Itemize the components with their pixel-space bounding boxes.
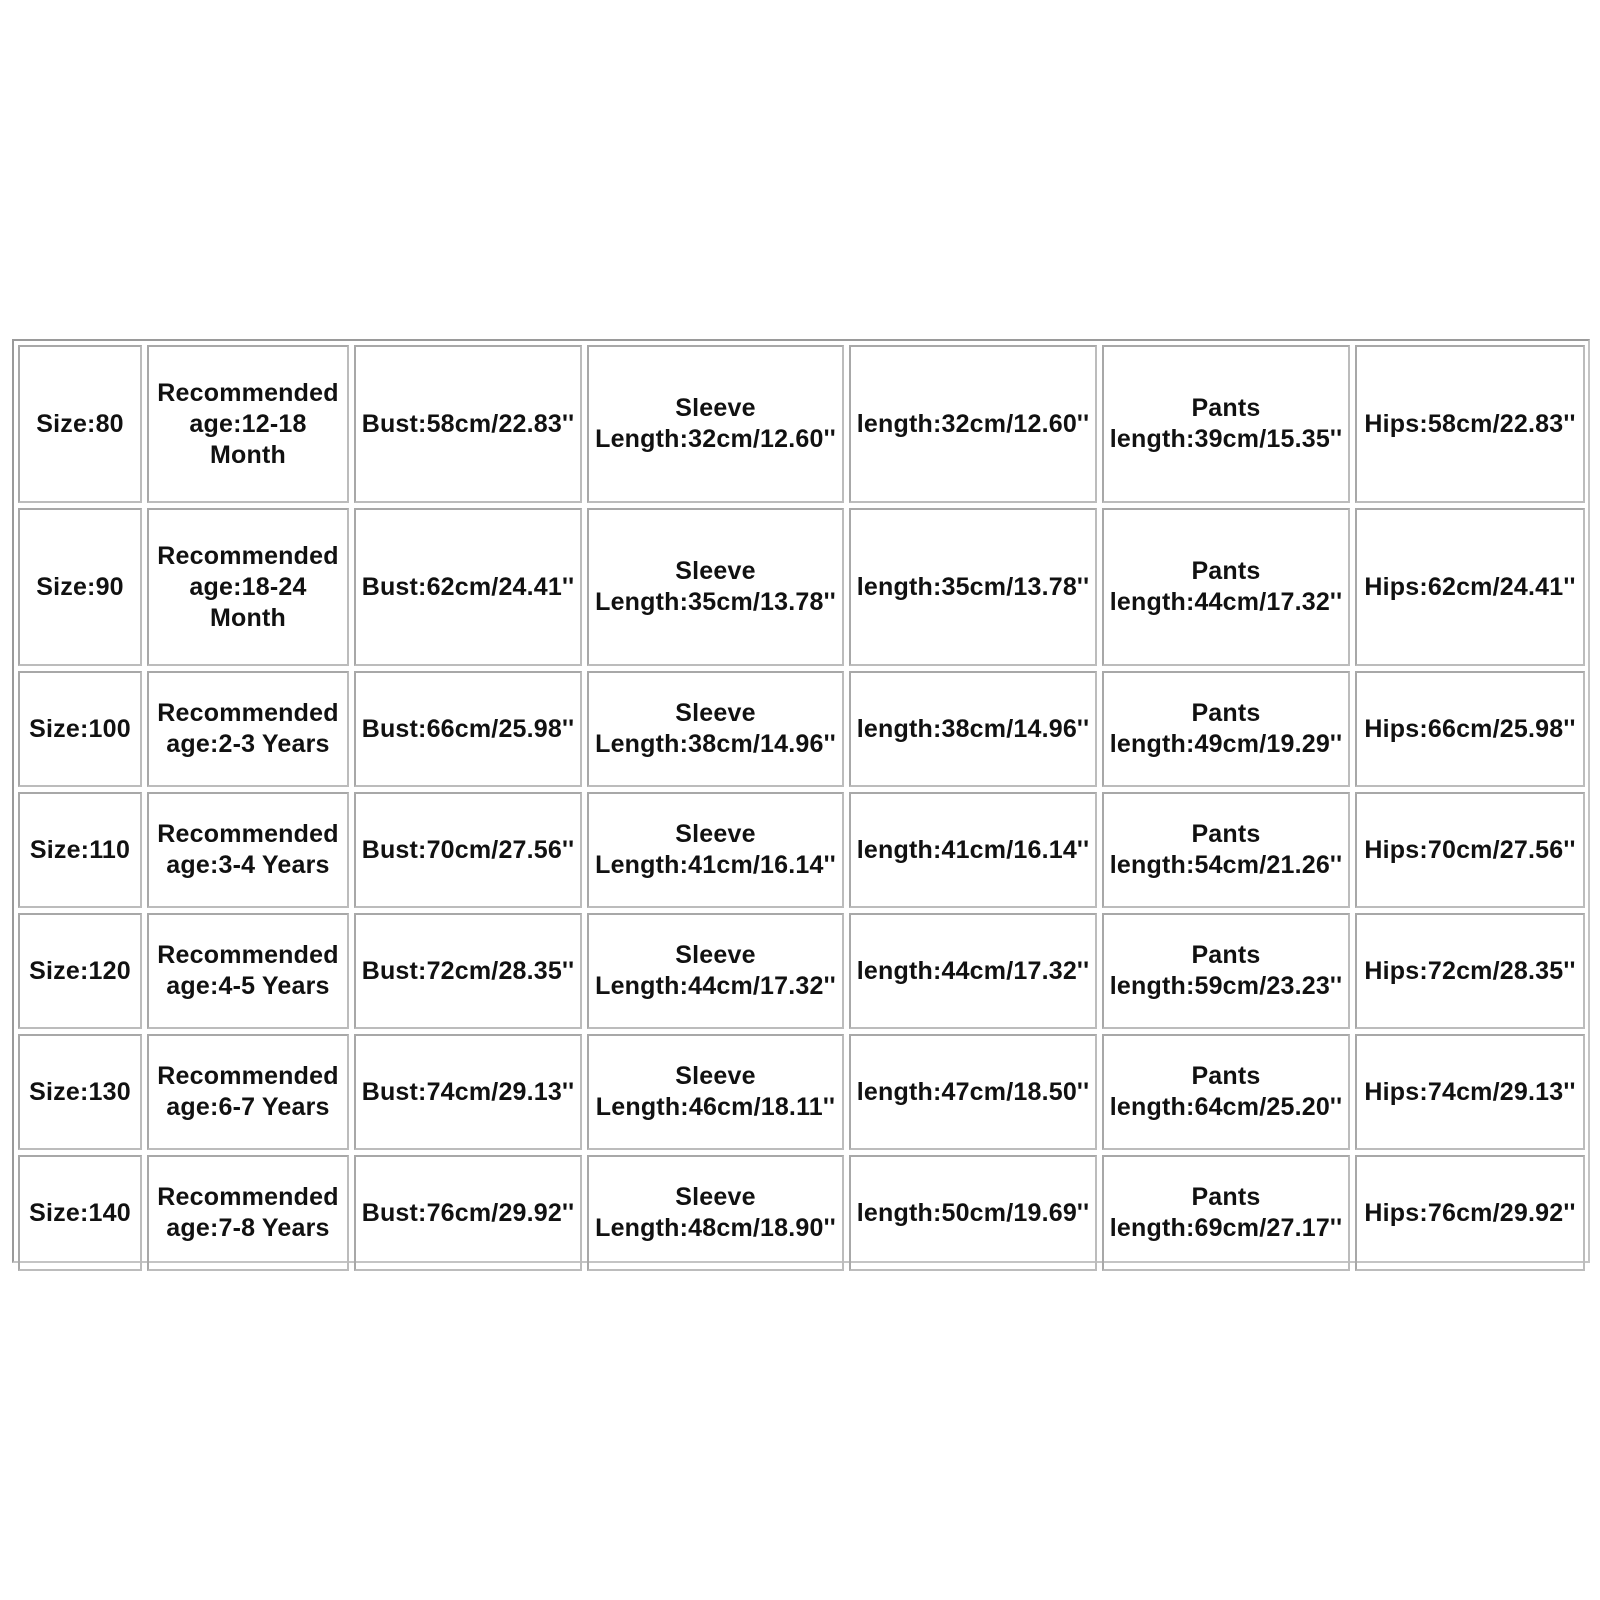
age-cell — [147, 1034, 349, 1150]
sleeve-cell — [587, 671, 844, 787]
hips-label: Hips:58cm/22.83'' — [1364, 409, 1576, 438]
sleeve-label: Sleeve Length:38cm/14.96'' — [595, 699, 836, 758]
length-label: length:41cm/16.14'' — [856, 835, 1090, 864]
size-cell — [18, 792, 142, 908]
pants-label: Pants length:69cm/27.17'' — [1109, 1183, 1343, 1242]
length-cell — [849, 345, 1097, 503]
sleeve-cell — [587, 792, 844, 908]
bust-label: Bust:74cm/29.13'' — [361, 1077, 575, 1106]
table-row — [18, 345, 1585, 503]
length-label: length:47cm/18.50'' — [856, 1077, 1090, 1106]
bust-cell — [354, 792, 582, 908]
size-label: Size:120 — [29, 956, 131, 985]
hips-label: Hips:76cm/29.92'' — [1364, 1198, 1576, 1227]
sleeve-cell — [587, 508, 844, 666]
sleeve-cell — [587, 1155, 844, 1271]
age-label: Recommended age:6-7 Years — [157, 1062, 339, 1121]
hips-label: Hips:74cm/29.13'' — [1364, 1077, 1576, 1106]
pants-label: Pants length:54cm/21.26'' — [1109, 820, 1343, 879]
hips-label: Hips:70cm/27.56'' — [1364, 835, 1576, 864]
pants-label: Pants length:44cm/17.32'' — [1109, 557, 1343, 616]
bust-label: Bust:58cm/22.83'' — [361, 409, 575, 438]
bust-cell — [354, 1155, 582, 1271]
sleeve-cell — [587, 345, 844, 503]
age-cell — [147, 913, 349, 1029]
sleeve-label: Sleeve Length:44cm/17.32'' — [595, 941, 836, 1000]
size-rows — [18, 345, 1585, 1271]
table-row — [18, 1155, 1585, 1271]
size-cell — [18, 345, 142, 503]
table-row — [18, 1034, 1585, 1150]
hips-cell — [1355, 792, 1585, 908]
bust-cell — [354, 508, 582, 666]
sleeve-cell — [587, 913, 844, 1029]
pants-label: Pants length:59cm/23.23'' — [1109, 941, 1343, 1000]
length-cell — [849, 508, 1097, 666]
length-cell — [849, 792, 1097, 908]
size-label: Size:100 — [29, 714, 131, 743]
pants-cell — [1102, 1155, 1350, 1271]
hips-label: Hips:62cm/24.41'' — [1364, 572, 1576, 601]
length-cell — [849, 1155, 1097, 1271]
size-label: Size:90 — [36, 572, 124, 601]
length-label: length:44cm/17.32'' — [856, 956, 1090, 985]
age-label: Recommended age:3-4 Years — [157, 820, 339, 879]
size-cell — [18, 1034, 142, 1150]
hips-cell — [1355, 345, 1585, 503]
hips-cell — [1355, 508, 1585, 666]
pants-cell — [1102, 1034, 1350, 1150]
length-label: length:35cm/13.78'' — [856, 572, 1090, 601]
age-cell — [147, 1155, 349, 1271]
bust-cell — [354, 1034, 582, 1150]
size-table — [13, 340, 1590, 1276]
table-row — [18, 671, 1585, 787]
table-row — [18, 508, 1585, 666]
age-label: Recommended age:18-24 Month — [157, 541, 339, 632]
pants-label: Pants length:49cm/19.29'' — [1109, 699, 1343, 758]
table-row — [18, 913, 1585, 1029]
sleeve-label: Sleeve Length:46cm/18.11'' — [595, 1062, 836, 1121]
size-chart — [12, 339, 1590, 1263]
bust-label: Bust:72cm/28.35'' — [361, 956, 575, 985]
pants-cell — [1102, 913, 1350, 1029]
bust-label: Bust:62cm/24.41'' — [361, 572, 575, 601]
hips-cell — [1355, 1034, 1585, 1150]
size-label: Size:80 — [36, 409, 124, 438]
length-label: length:32cm/12.60'' — [856, 409, 1090, 438]
hips-cell — [1355, 913, 1585, 1029]
length-label: length:38cm/14.96'' — [856, 714, 1090, 743]
bust-cell — [354, 913, 582, 1029]
sleeve-label: Sleeve Length:32cm/12.60'' — [595, 394, 836, 453]
sleeve-label: Sleeve Length:48cm/18.90'' — [595, 1183, 836, 1242]
bust-cell — [354, 671, 582, 787]
age-cell — [147, 792, 349, 908]
age-label: Recommended age:2-3 Years — [157, 699, 339, 758]
hips-label: Hips:72cm/28.35'' — [1364, 956, 1576, 985]
age-label: Recommended age:7-8 Years — [157, 1183, 339, 1242]
bust-cell — [354, 345, 582, 503]
age-label: Recommended age:12-18 Month — [157, 378, 339, 469]
pants-cell — [1102, 508, 1350, 666]
hips-cell — [1355, 671, 1585, 787]
pants-label: Pants length:64cm/25.20'' — [1109, 1062, 1343, 1121]
pants-label: Pants length:39cm/15.35'' — [1109, 394, 1343, 453]
age-label: Recommended age:4-5 Years — [157, 941, 339, 1000]
size-label: Size:110 — [29, 835, 131, 864]
length-cell — [849, 671, 1097, 787]
bust-label: Bust:76cm/29.92'' — [361, 1198, 575, 1227]
length-label: length:50cm/19.69'' — [856, 1198, 1090, 1227]
hips-cell — [1355, 1155, 1585, 1271]
pants-cell — [1102, 345, 1350, 503]
bust-label: Bust:66cm/25.98'' — [361, 714, 575, 743]
length-cell — [849, 913, 1097, 1029]
size-label: Size:140 — [29, 1198, 131, 1227]
age-cell — [147, 508, 349, 666]
size-label: Size:130 — [29, 1077, 131, 1106]
sleeve-label: Sleeve Length:35cm/13.78'' — [595, 557, 836, 616]
age-cell — [147, 671, 349, 787]
pants-cell — [1102, 792, 1350, 908]
table-row — [18, 792, 1585, 908]
sleeve-cell — [587, 1034, 844, 1150]
pants-cell — [1102, 671, 1350, 787]
size-cell — [18, 508, 142, 666]
hips-label: Hips:66cm/25.98'' — [1364, 714, 1576, 743]
bust-label: Bust:70cm/27.56'' — [361, 835, 575, 864]
size-cell — [18, 913, 142, 1029]
age-cell — [147, 345, 349, 503]
size-cell — [18, 1155, 142, 1271]
sleeve-label: Sleeve Length:41cm/16.14'' — [595, 820, 836, 879]
length-cell — [849, 1034, 1097, 1150]
size-cell — [18, 671, 142, 787]
